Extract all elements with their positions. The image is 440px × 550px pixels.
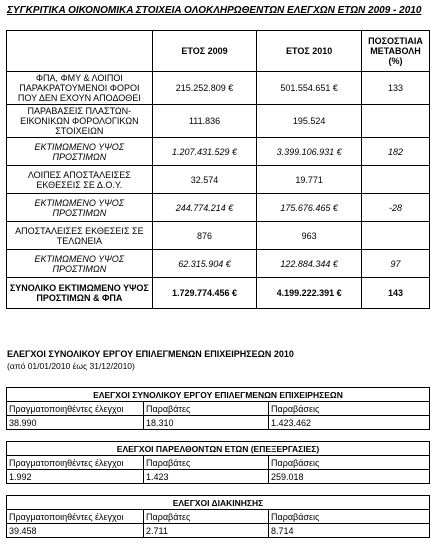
section-subtitle: (από 01/01/2010 έως 31/12/2010) <box>7 361 135 371</box>
value-audits: 38.990 <box>7 416 144 430</box>
value-2010: 122.884.344 € <box>257 250 362 278</box>
value-2009: 876 <box>152 222 257 250</box>
label-offenders: Παραβάτες <box>144 402 269 416</box>
value-2010: 501.554.651 € <box>257 72 362 105</box>
header-cell-2009: ΕΤΟΣ 2009 <box>152 31 257 72</box>
table-row <box>7 194 430 222</box>
row-label: ΑΠΟΣΤΑΛΕΙΣΕΣ ΕΚΘΕΣΕΙΣ ΣΕ ΤΕΛΩΝΕΙΑ <box>7 222 153 250</box>
value-offenders: 18.310 <box>144 416 269 430</box>
row-label: ΛΟΙΠΕΣ ΑΠΟΣΤΑΛΕΙΣΕΣ ΕΚΘΕΣΕΙΣ ΣΕ Δ.Ο.Υ. <box>7 166 153 194</box>
row-label: ΠΑΡΑΒΑΣΕΙΣ ΠΛΑΣΤΩΝ- ΕΙΚΟΝΙΚΩΝ ΦΟΡΟΛΟΓΙΚΩΝ ΣΤΟΙΧΕΙΩΝ <box>7 105 153 138</box>
value-2010: 3.399.106.931 € <box>257 138 362 166</box>
row-label: ΕΚΤΙΜΩΜΕΝΟ ΥΨΟΣ ΠΡΟΣΤΙΜΩΝ <box>7 138 153 166</box>
value-2010: 4.199.222.391 € <box>257 278 362 309</box>
table-row <box>7 138 430 166</box>
header-cell-2010: ΕΤΟΣ 2010 <box>257 31 362 72</box>
value-2009: 215.252.809 € <box>152 72 257 105</box>
value-2009: 62.315.904 € <box>152 250 257 278</box>
label-offenders: Παραβάτες <box>144 510 269 524</box>
value-violations: 259.018 <box>269 470 430 484</box>
value-change: 97 <box>361 250 429 278</box>
table-row <box>7 166 430 194</box>
value-2010: 175.676.465 € <box>257 194 362 222</box>
value-change <box>361 105 429 138</box>
audit-table-total-work <box>6 387 430 430</box>
table-row <box>7 456 430 470</box>
value-offenders: 2.711 <box>144 524 269 538</box>
value-audits: 39.458 <box>7 524 144 538</box>
table-row <box>7 510 430 524</box>
header-cell-change: ΠΟΣΟΣΤΙΑΙΑ ΜΕΤΑΒΟΛΗ (%) <box>361 31 429 72</box>
label-audits: Πραγματοποιηθέντες έλεγχοι <box>7 510 144 524</box>
comparison-table <box>6 30 430 309</box>
table-header: ΕΛΕΓΧΟΙ ΠΑΡΕΛΘΟΝΤΩΝ ΕΤΩΝ (ΕΠΕΞΕΡΓΑΣΙΕΣ) <box>7 442 430 456</box>
document-title: ΣΥΓΚΡΙΤΙΚΑ ΟΙΚΟΝΟΜΙΚΑ ΣΤΟΙΧΕΙΑ ΟΛΟΚΛΗΡΩΘΕΝΤΩΝ ΕΛΕΓΧΩΝ ΕΤΩΝ 2009 - 2010 <box>7 5 422 16</box>
row-label: ΦΠΑ, ΦΜΥ & ΛΟΙΠΟΙ ΠΑΡΑΚΡΑΤΟΥΜΕΝΟΙ ΦΟΡΟΙ ΠΟΥ ΔΕΝ ΕΧΟΥΝ ΑΠΟΔΟΘΕΙ <box>7 72 153 105</box>
value-change: 143 <box>361 278 429 309</box>
table-row <box>7 222 430 250</box>
audit-table-past-years <box>6 441 430 484</box>
value-violations: 1.423.462 <box>269 416 430 430</box>
label-violations: Παραβάσεις <box>269 456 430 470</box>
label-violations: Παραβάσεις <box>269 402 430 416</box>
value-2009: 244.774.214 € <box>152 194 257 222</box>
value-2010: 19.771 <box>257 166 362 194</box>
table-row <box>7 470 430 484</box>
value-change: 182 <box>361 138 429 166</box>
row-label: ΣΥΝΟΛΙΚΟ ΕΚΤΙΜΩΜΕΝΟ ΥΨΟΣ ΠΡΟΣΤΙΜΩΝ & ΦΠΑ <box>7 278 153 309</box>
table-row <box>7 250 430 278</box>
value-2009: 1.729.774.456 € <box>152 278 257 309</box>
table-row <box>7 402 430 416</box>
row-label: ΕΚΤΙΜΩΜΕΝΟ ΥΨΟΣ ΠΡΟΣΤΙΜΩΝ <box>7 250 153 278</box>
value-change: -28 <box>361 194 429 222</box>
table-header: ΕΛΕΓΧΟΙ ΣΥΝΟΛΙΚΟΥ ΕΡΓΟΥ ΕΠΙΛΕΓΜΕΝΩΝ ΕΠΙΧΕΙΡΗΣΕΩΝ <box>7 388 430 402</box>
value-2009: 1.207.431.529 € <box>152 138 257 166</box>
value-2009: 32.574 <box>152 166 257 194</box>
value-2009: 111.836 <box>152 105 257 138</box>
value-offenders: 1.423 <box>144 470 269 484</box>
table-row <box>7 105 430 138</box>
table-row <box>7 72 430 105</box>
value-2010: 195.524 <box>257 105 362 138</box>
value-violations: 8.714 <box>269 524 430 538</box>
label-violations: Παραβάσεις <box>269 510 430 524</box>
value-2010: 963 <box>257 222 362 250</box>
label-offenders: Παραβάτες <box>144 456 269 470</box>
value-change <box>361 166 429 194</box>
value-audits: 1.992 <box>7 470 144 484</box>
label-audits: Πραγματοποιηθέντες έλεγχοι <box>7 456 144 470</box>
label-audits: Πραγματοποιηθέντες έλεγχοι <box>7 402 144 416</box>
value-change: 133 <box>361 72 429 105</box>
section-title: ΕΛΕΓΧΟΙ ΣΥΝΟΛΙΚΟΥ ΕΡΓΟΥ ΕΠΙΛΕΓΜΕΝΩΝ ΕΠΙΧΕΙΡΗΣΕΩΝ 2010 <box>7 349 294 359</box>
table-header-row <box>7 31 430 72</box>
header-cell <box>7 31 153 72</box>
audit-table-transport <box>6 495 430 538</box>
table-header: ΕΛΕΓΧΟΙ ΔΙΑΚΙΝΗΣΗΣ <box>7 496 430 510</box>
table-row <box>7 524 430 538</box>
table-row <box>7 416 430 430</box>
table-total-row <box>7 278 430 309</box>
row-label: ΕΚΤΙΜΩΜΕΝΟ ΥΨΟΣ ΠΡΟΣΤΙΜΩΝ <box>7 194 153 222</box>
value-change <box>361 222 429 250</box>
